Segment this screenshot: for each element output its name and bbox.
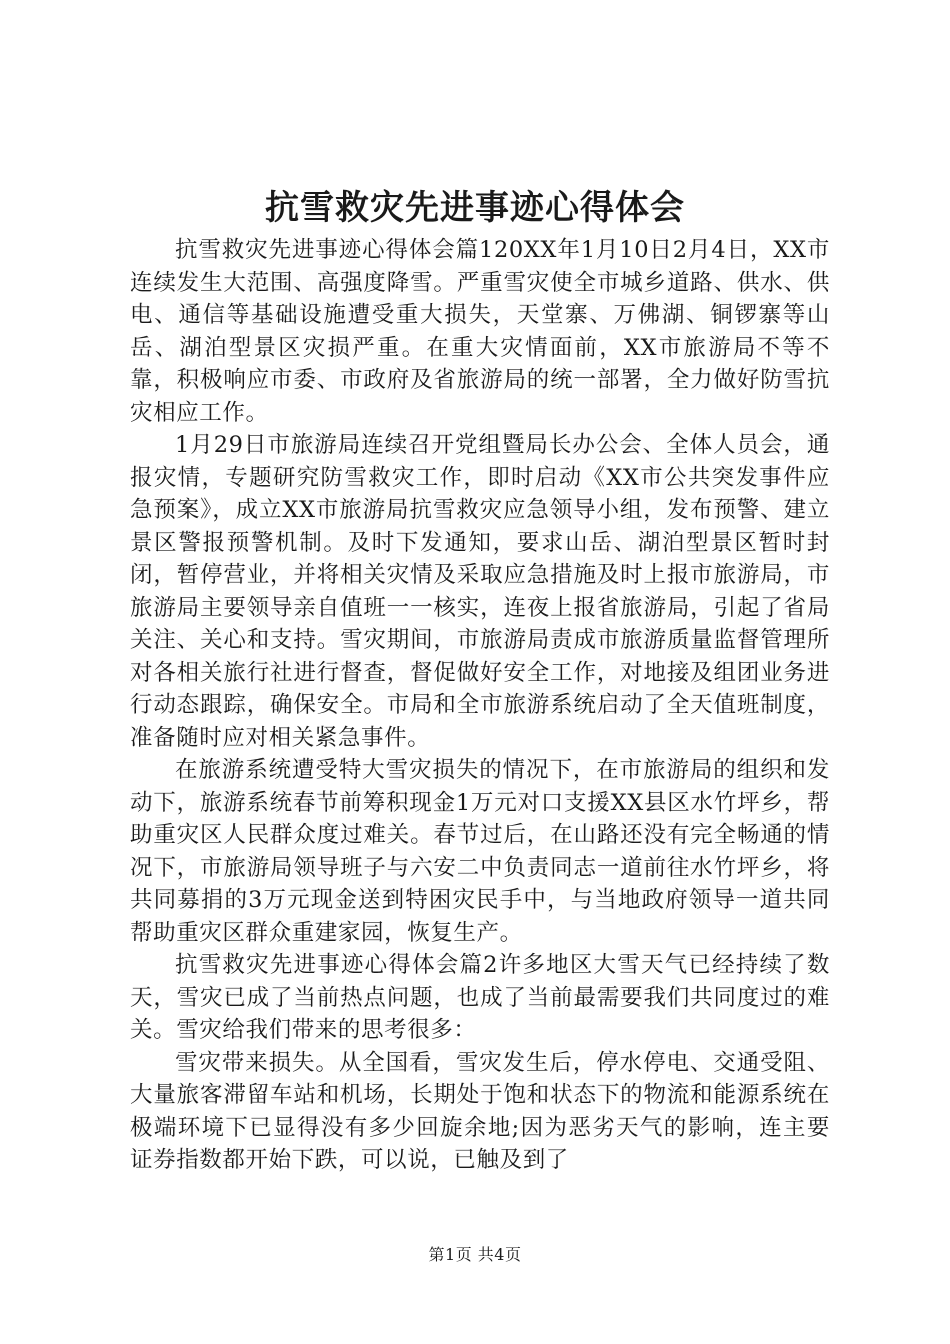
document-body [130, 234, 830, 1177]
paragraph-4: 抗雪救灾先进事迹心得体会篇2许多地区大雪天气已经持续了数天，雪灾已成了当前热点问题，也成了当前最需要我们共同度过的难关。雪灾给我们带来的思考很多： [130, 952, 830, 1043]
document-title: 抗雪救灾先进事迹心得体会 [265, 188, 685, 228]
paragraph-1: 抗雪救灾先进事迹心得体会篇120XX年1月10日2月4日，XX市连续发生大范围、高强度降雪。严重雪灾使全市城乡道路、供水、供电、通信等基础设施遭受重大损失，天堂寨、万佛湖、铜锣寨等山岳、湖泊型景区灾损严重。在重大灾情面前，XX市旅游局不等不靠，积极响应市委、市政府及省旅游局的统一部署，全力做好防雪抗灾相应工作。 [130, 237, 830, 426]
paragraph-2: 1月29日市旅游局连续召开党组暨局长办公会、全体人员会，通报灾情，专题研究防雪救灾工作，即时启动《XX市公共突发事件应急预案》，成立XX市旅游局抗雪救灾应急领导小组，发布预警、建立景区警报预警机制。及时下发通知，要求山岳、湖泊型景区暂时封闭，暂停营业，并将相关灾情及采取应急措施及时上报市旅游局，市旅游局主要领导亲自值班一一核实，连夜上报省旅游局，引起了省局关注、关心和支持。雪灾期间，市旅游局责成市旅游质量监督管理所对各相关旅行社进行督查，督促做好安全工作，对地接及组团业务进行动态跟踪，确保安全。市局和全市旅游系统启动了全天值班制度，准备随时应对相关紧急事件。 [130, 432, 830, 751]
paragraph-3: 在旅游系统遭受特大雪灾损失的情况下，在市旅游局的组织和发动下，旅游系统春节前筹积现金1万元对口支援XX县区水竹坪乡，帮助重灾区人民群众度过难关。春节过后，在山路还没有完全畅通的情况下，市旅游局领导班子与六安二中负责同志一道前往水竹坪乡，将共同募捐的3万元现金送到特困灾民手中，与当地政府领导一道共同帮助重灾区群众重建家园，恢复生产。 [130, 757, 830, 946]
paragraph-5: 雪灾带来损失。从全国看，雪灾发生后，停水停电、交通受阻、大量旅客滞留车站和机场，长期处于饱和状态下的物流和能源系统在极端环境下已显得没有多少回旋余地;因为恶劣天气的影响，连主要证券指数都开始下跌，可以说，已触及到了 [130, 1049, 830, 1173]
page-number-footer: 第1页 共4页 [428, 1245, 522, 1264]
